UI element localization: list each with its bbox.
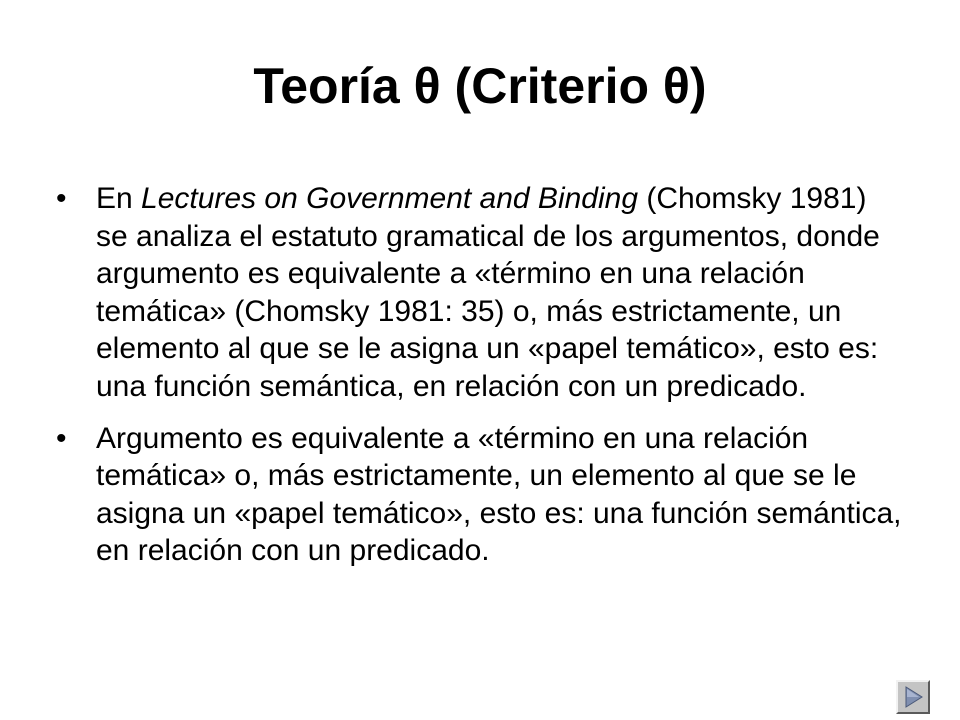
slide-title: Teoría θ (Criterio θ) [253,58,707,114]
bullet-text: (Chomsky 1981) se analiza el estatuto gramatical de los argumentos, donde argumento es equivalente a «término en una relación temática» (Chomsky 1981: 35) o, más estrictamente, un elemento al que se le asigna un «papel temático», esto es: una función semántica, en relación con un predicado. [96,182,880,403]
bullet-text: En [96,182,142,215]
play-next-icon [898,682,928,712]
bullet-item [54,420,904,570]
book-title: Lectures on Government and Binding [141,182,639,215]
bullet-list [54,180,904,584]
bullet-item [54,180,904,406]
bullet-mark: • [56,421,67,455]
next-slide-button[interactable] [896,680,930,714]
bullet-mark: • [56,182,67,215]
bullet-text: Argumento es equivalente a «término en una relación temática» o, más estrictamente, un elemento al que se le asigna un «papel temático», esto es: una función semántica, en relación con un predicado. [96,421,902,568]
